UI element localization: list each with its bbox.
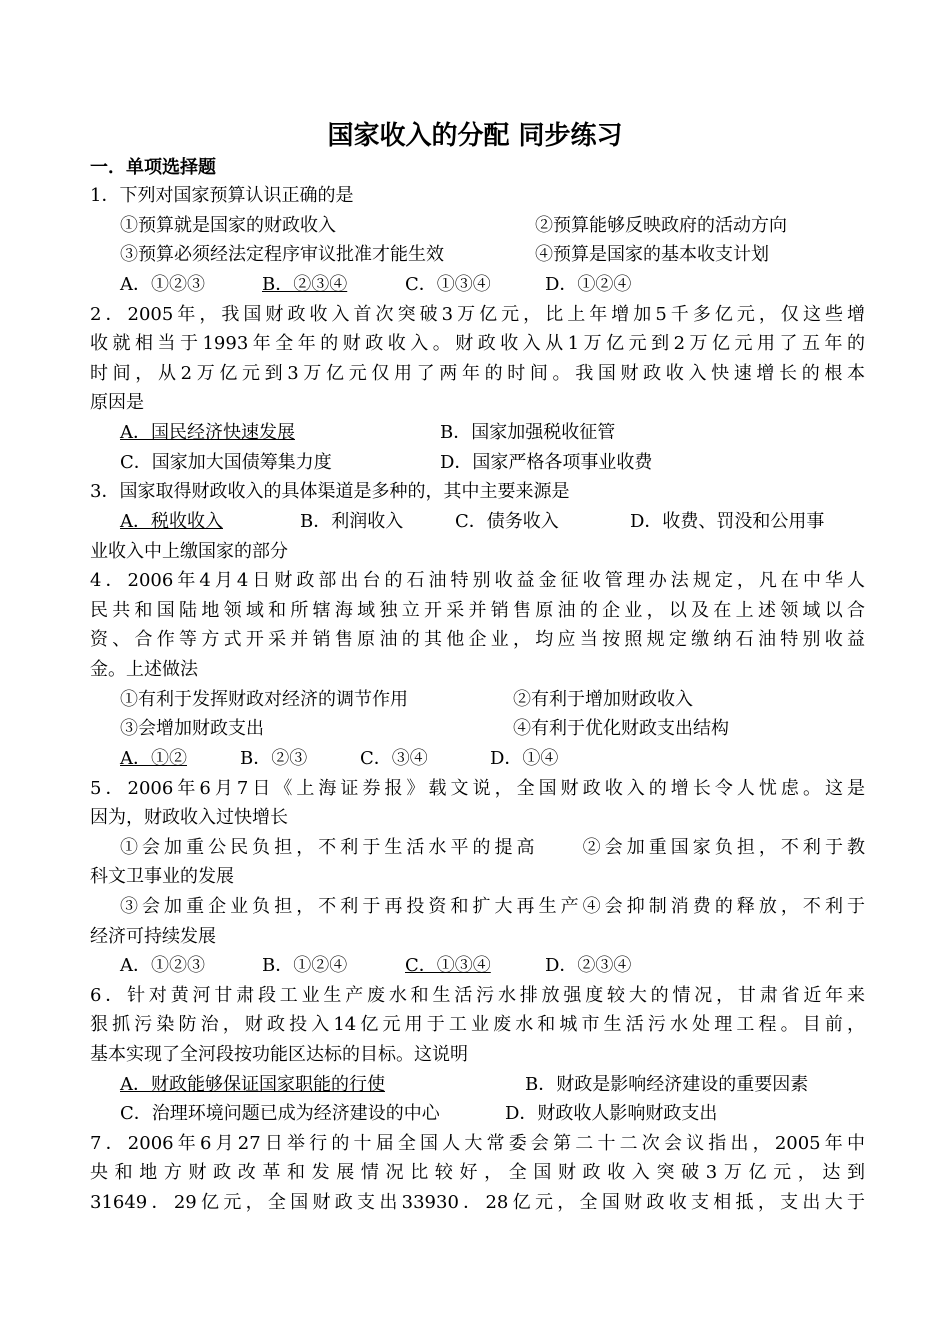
q2-line-2: 收就相当于1993年全年的财政收入。财政收入从1万亿元到2万亿元用了五年的 <box>90 333 865 354</box>
q3-option-b: B．利润收入 <box>300 511 404 532</box>
q1-item-3: ③预算必须经法定程序审议批准才能生效 <box>120 244 444 265</box>
q1-item-2: ②预算能够反映政府的活动方向 <box>535 215 787 236</box>
q1-item-4: ④预算是国家的基本收支计划 <box>535 244 769 265</box>
q4-item-4: ④有利于优化财政支出结构 <box>513 718 729 739</box>
q4-option-d: D．①④ <box>490 748 559 769</box>
q1-option-c: C．①③④ <box>405 274 491 295</box>
q6-option-b: B．财政是影响经济建设的重要因素 <box>525 1074 809 1095</box>
q2-option-c: C．国家加大国债筹集力度 <box>120 452 332 473</box>
q4-item-1: ①有利于发挥财政对经济的调节作用 <box>120 689 408 710</box>
q4-option-b: B．②③ <box>240 748 308 769</box>
q1-item-1: ①预算就是国家的财政收入 <box>120 215 336 236</box>
q1-stem: 1．下列对国家预算认识正确的是 <box>90 185 354 206</box>
q7-line-2: 央和地方财政改革和发展情况比较好，全国财政收入突破3万亿元，达到 <box>90 1162 865 1183</box>
q4-line-2: 民共和国陆地领域和所辖海域独立开采并销售原油的企业，以及在上述领域以合 <box>90 600 865 621</box>
q3-option-c: C．债务收入 <box>455 511 559 532</box>
q6-option-d: D．财政收人影响财政支出 <box>505 1103 718 1124</box>
q4-option-c: C．③④ <box>360 748 428 769</box>
q5-option-a: A．①②③ <box>120 955 205 976</box>
q5-option-b: B．①②④ <box>262 955 348 976</box>
q4-line-1: 4．2006年4月4日财政部出台的石油特别收益金征收管理办法规定，凡在中华人 <box>90 570 865 591</box>
q7-line-3: 31649．29亿元，全国财政支出33930．28亿元，全国财政收支相抵，支出大于 <box>90 1192 865 1213</box>
q6-line-2: 狠抓污染防治，财政投入14亿元用于工业废水和城市生活污水处理工程。目前， <box>90 1014 865 1035</box>
q2-option-d: D．国家严格各项事业收费 <box>440 452 653 473</box>
q4-line-3: 资、合作等方式开采并销售原油的其他企业，均应当按照规定缴纳石油特别收益 <box>90 629 865 650</box>
q5-line-1: 5．2006年6月7日《上海证券报》载文说，全国财政收入的增长令人忧虑。这是 <box>90 778 865 799</box>
q7-line-1: 7．2006年6月27日举行的十届全国人大常委会第二十二次会议指出，2005年中 <box>90 1133 865 1154</box>
q2-option-b: B．国家加强税收征管 <box>440 422 616 443</box>
q5-line-4: 科文卫事业的发展 <box>90 866 234 887</box>
q4-item-3: ③会增加财政支出 <box>120 718 264 739</box>
q5-line-2: 因为，财政收入过快增长 <box>90 807 288 828</box>
page-title: 国家收入的分配 同步练习 <box>327 121 623 151</box>
q1-option-b: B．②③④ <box>262 274 348 295</box>
q2-line-4: 原因是 <box>90 392 144 413</box>
q5-option-c: C．①③④ <box>405 955 491 976</box>
q2-line-1: 2．2005年，我国财政收入首次突破3万亿元，比上年增加5千多亿元，仅这些增 <box>90 304 865 325</box>
q3-option-d-continued: 业收入中上缴国家的部分 <box>90 541 288 562</box>
section-heading: 一．单项选择题 <box>90 157 216 178</box>
q5-line-6: 经济可持续发展 <box>90 926 216 947</box>
q4-item-2: ②有利于增加财政收入 <box>513 689 693 710</box>
q6-line-1: 6．针对黄河甘肃段工业生产废水和生活污水排放强度较大的情况，甘肃省近年来 <box>90 985 865 1006</box>
q1-option-d: D．①②④ <box>545 274 632 295</box>
q5-line-5: ③会加重企业负担，不利于再投资和扩大再生产④会抑制消费的释放，不利于 <box>120 896 865 917</box>
q3-stem: 3．国家取得财政收入的具体渠道是多种的，其中主要来源是 <box>90 481 570 502</box>
q5-option-d: D．②③④ <box>545 955 632 976</box>
q6-option-a: A．财政能够保证国家职能的行使 <box>120 1074 385 1095</box>
q2-line-3: 时间，从2万亿元到3万亿元仅用了两年的时间。我国财政收入快速增长的根本 <box>90 363 865 384</box>
q1-option-a: A．①②③ <box>120 274 205 295</box>
q4-line-4: 金。上述做法 <box>90 659 198 680</box>
q2-option-a: A．国民经济快速发展 <box>120 422 295 443</box>
q3-option-d: D．收费、罚没和公用事 <box>630 511 825 532</box>
q4-option-a: A．①② <box>120 748 187 769</box>
q3-option-a: A．税收收入 <box>120 511 223 532</box>
q6-option-c: C．治理环境问题已成为经济建设的中心 <box>120 1103 440 1124</box>
q6-line-3: 基本实现了全河段按功能区达标的目标。这说明 <box>90 1044 468 1065</box>
q5-line-3: ①会加重公民负担，不利于生活水平的提高 ②会加重国家负担，不利于教 <box>120 837 865 858</box>
